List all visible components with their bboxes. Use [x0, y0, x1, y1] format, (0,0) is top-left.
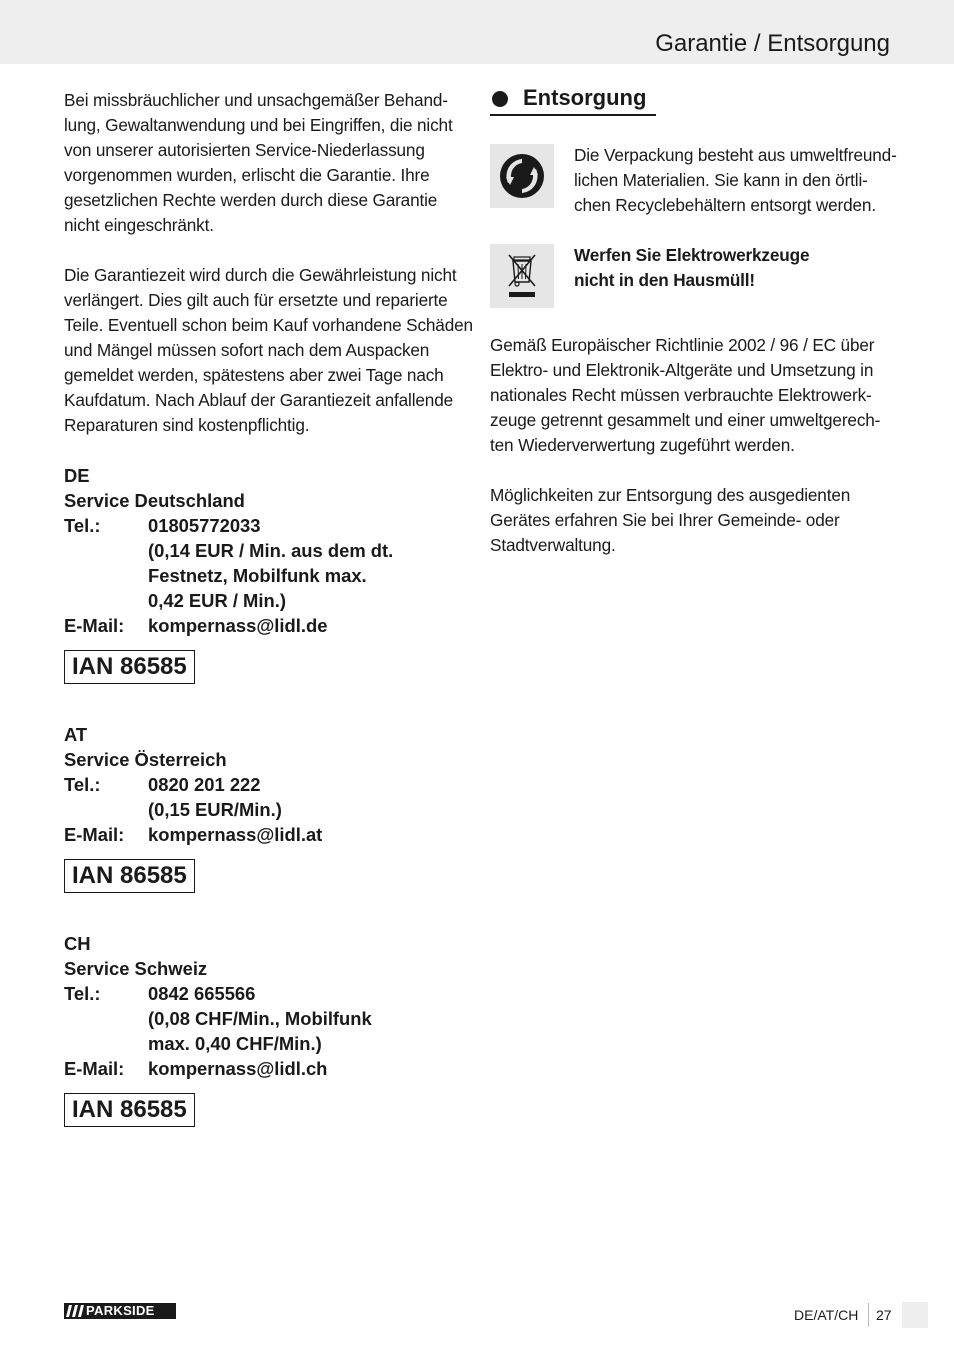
phone-rate: 0,42 EUR / Min.) [148, 590, 286, 611]
contact-block-de [64, 463, 468, 638]
text-line: Elektro- und Elektronik-Altgeräte und Umsetzung in [490, 360, 874, 380]
text-line: Werfen Sie Elektrowerkzeuge [574, 245, 810, 265]
text-line: und Mängel müssen sofort nach dem Auspacken [64, 340, 430, 360]
page-corner-tab [902, 1302, 928, 1328]
tel-label: Tel.: [64, 774, 101, 795]
text-line: nationales Recht müssen verbrauchte Elektrowerk- [490, 385, 872, 405]
text-line: von unserer autorisierten Service-Niederlassung [64, 140, 425, 160]
text-line: Stadtverwaltung. [490, 535, 616, 555]
text-line: Möglichkeiten zur Entsorgung des ausgedienten [490, 485, 851, 505]
text-line: nicht eingeschränkt. [64, 215, 214, 235]
text-line: ten Wiederverwertung zugeführt werden. [490, 435, 795, 455]
text-line: Bei missbräuchlicher und unsachgemäßer Behand- [64, 90, 448, 110]
weee-note [490, 243, 894, 308]
text-line: Die Verpackung besteht aus umweltfreund- [574, 145, 897, 165]
phone-number[interactable]: 0820 201 222 [148, 774, 261, 795]
phone-rate: max. 0,40 CHF/Min.) [148, 1033, 322, 1054]
text-line: gemeldet werden, spätestens aber zwei Tage nach [64, 365, 444, 385]
service-name: Service Deutschland [64, 490, 245, 511]
country-code: CH [64, 933, 91, 954]
left-column [64, 88, 473, 1165]
warranty-paragraph-1 [64, 88, 468, 238]
tel-label: Tel.: [64, 515, 101, 536]
text-line: vorgenommen wurden, erlischt die Garantie. Ihre [64, 165, 430, 185]
phone-number[interactable]: 0842 665566 [148, 983, 256, 1004]
text-line: nicht in den Hausmüll! [574, 270, 755, 290]
text-line: zeuge getrennt gesammelt und einer umweltgerech- [490, 410, 881, 430]
parkside-logo [64, 1303, 176, 1319]
email-label: E-Mail: [64, 615, 125, 636]
contact-block-ch [64, 931, 468, 1081]
text-line: Die Garantiezeit wird durch die Gewährleistung nicht [64, 265, 457, 285]
phone-rate: (0,14 EUR / Min. aus dem dt. [148, 540, 394, 561]
section-heading [490, 85, 894, 116]
contact-block-at [64, 722, 468, 847]
recycling-note [490, 143, 897, 218]
brand-name: PARKSIDE [86, 1303, 155, 1318]
page-title: Garantie / Entsorgung [655, 30, 890, 57]
warranty-paragraph-2 [64, 263, 473, 438]
country-code: AT [64, 724, 88, 745]
page-number: 27 [876, 1307, 892, 1323]
green-dot-recycling-icon [490, 144, 554, 208]
email-label: E-Mail: [64, 824, 125, 845]
ian-number-box: IAN 86585 [64, 1093, 195, 1127]
phone-number[interactable]: 01805772033 [148, 515, 261, 536]
footer-divider [868, 1303, 869, 1327]
text-line: lichen Materialien. Sie kann in den örtli- [574, 170, 868, 190]
service-name: Service Schweiz [64, 958, 208, 979]
phone-rate: Festnetz, Mobilfunk max. [148, 565, 367, 586]
email-link[interactable]: kompernass@lidl.ch [148, 1058, 328, 1079]
text-line: verlängert. Dies gilt auch für ersetzte und reparierte [64, 290, 448, 310]
tel-label: Tel.: [64, 983, 101, 1004]
language-codes: DE/AT/CH [794, 1307, 859, 1323]
service-name: Service Österreich [64, 749, 227, 770]
heading-underline [490, 114, 656, 116]
phone-rate: (0,15 EUR/Min.) [148, 799, 282, 820]
text-line: Gemäß Europäischer Richtlinie 2002 / 96 / EC über [490, 335, 875, 355]
email-label: E-Mail: [64, 1058, 125, 1079]
text-line: lung, Gewaltanwendung und bei Eingriffen, die nicht [64, 115, 453, 135]
text-line: gesetzlichen Rechte werden durch diese Garantie [64, 190, 438, 210]
crossed-out-wheelie-bin-icon [490, 244, 554, 308]
text-line: Reparaturen sind kostenpflichtig. [64, 415, 310, 435]
disposal-paragraph-2 [490, 483, 894, 558]
section-title: Entsorgung [523, 85, 647, 110]
bullet-icon [492, 91, 508, 107]
country-code: DE [64, 465, 90, 486]
text-line: Kaufdatum. Nach Ablauf der Garantiezeit anfallende [64, 390, 454, 410]
email-link[interactable]: kompernass@lidl.de [148, 615, 328, 636]
disposal-paragraph-1 [490, 333, 894, 458]
ian-number-box: IAN 86585 [64, 859, 195, 893]
phone-rate: (0,08 CHF/Min., Mobilfunk [148, 1008, 372, 1029]
text-line: Gerätes erfahren Sie bei Ihrer Gemeinde- oder [490, 510, 840, 530]
weee-warning-text [574, 243, 809, 308]
right-column [490, 85, 897, 583]
recycling-text [574, 143, 897, 218]
ian-number-box: IAN 86585 [64, 650, 195, 684]
text-line: chen Recyclebehältern entsorgt werden. [574, 195, 876, 215]
text-line: Teile. Eventuell schon beim Kauf vorhandene Schäden [64, 315, 473, 335]
email-link[interactable]: kompernass@lidl.at [148, 824, 323, 845]
